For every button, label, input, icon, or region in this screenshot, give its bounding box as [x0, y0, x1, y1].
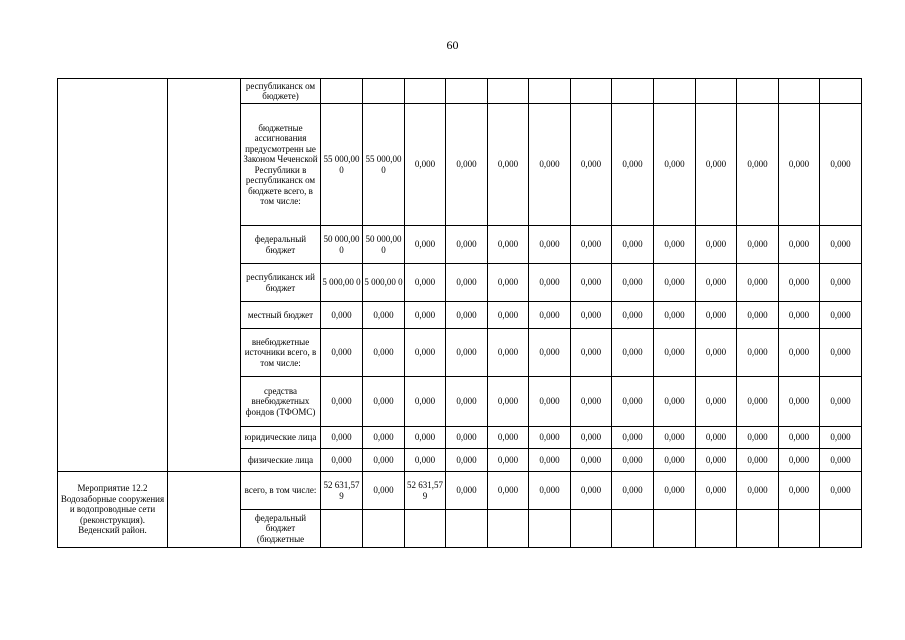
- value-cell: [696, 79, 737, 104]
- value-cell: 0,000: [529, 449, 571, 472]
- value-cell: 0,000: [571, 427, 612, 449]
- value-cell: 0,000: [488, 302, 529, 329]
- value-cell: 0,000: [405, 427, 446, 449]
- value-cell: 0,000: [446, 104, 488, 226]
- value-cell: 0,000: [529, 226, 571, 264]
- value-cell: [488, 79, 529, 104]
- value-cell: 0,000: [363, 377, 405, 427]
- value-cell: 0,000: [696, 264, 737, 302]
- value-cell: 0,000: [779, 104, 820, 226]
- value-cell: 55 000,00 0: [321, 104, 363, 226]
- value-cell: 0,000: [405, 449, 446, 472]
- value-cell: 0,000: [737, 427, 779, 449]
- value-cell: 0,000: [529, 264, 571, 302]
- value-cell: 0,000: [405, 226, 446, 264]
- value-cell: 0,000: [820, 329, 862, 377]
- value-cell: [696, 510, 737, 548]
- value-cell: 0,000: [529, 329, 571, 377]
- value-cell: 55 000,00 0: [363, 104, 405, 226]
- value-cell: 0,000: [571, 449, 612, 472]
- value-cell: [654, 79, 696, 104]
- value-cell: 0,000: [654, 427, 696, 449]
- value-cell: [446, 510, 488, 548]
- value-cell: 0,000: [321, 302, 363, 329]
- value-cell: 0,000: [571, 104, 612, 226]
- table-row: [58, 472, 862, 510]
- value-cell: 0,000: [779, 226, 820, 264]
- value-cell: [488, 510, 529, 548]
- row-label: внебюджетные источники всего, в том числе:: [241, 329, 321, 377]
- value-cell: 0,000: [446, 329, 488, 377]
- row-label: всего, в том числе:: [241, 472, 321, 510]
- value-cell: [321, 79, 363, 104]
- value-cell: 0,000: [363, 472, 405, 510]
- value-cell: 0,000: [571, 302, 612, 329]
- value-cell: 0,000: [654, 302, 696, 329]
- value-cell: 0,000: [820, 449, 862, 472]
- value-cell: 0,000: [321, 329, 363, 377]
- value-cell: 0,000: [737, 377, 779, 427]
- value-cell: 0,000: [529, 427, 571, 449]
- value-cell: 0,000: [737, 302, 779, 329]
- value-cell: 0,000: [612, 226, 654, 264]
- value-cell: [820, 79, 862, 104]
- value-cell: 0,000: [488, 104, 529, 226]
- value-cell: 0,000: [612, 302, 654, 329]
- value-cell: [654, 510, 696, 548]
- value-cell: 0,000: [696, 302, 737, 329]
- value-cell: 0,000: [820, 427, 862, 449]
- value-cell: 0,000: [405, 264, 446, 302]
- value-cell: 0,000: [654, 264, 696, 302]
- value-cell: 0,000: [405, 104, 446, 226]
- value-cell: 0,000: [612, 377, 654, 427]
- value-cell: [321, 510, 363, 548]
- row-label: местный бюджет: [241, 302, 321, 329]
- empty-cell: [58, 79, 168, 472]
- value-cell: 0,000: [654, 329, 696, 377]
- value-cell: 0,000: [820, 302, 862, 329]
- value-cell: 0,000: [696, 329, 737, 377]
- value-cell: 0,000: [654, 377, 696, 427]
- value-cell: 0,000: [529, 104, 571, 226]
- value-cell: 0,000: [363, 427, 405, 449]
- value-cell: 0,000: [654, 472, 696, 510]
- value-cell: [737, 79, 779, 104]
- value-cell: 0,000: [779, 427, 820, 449]
- row-label: средства внебюджетных фондов (ТФОМС): [241, 377, 321, 427]
- value-cell: [612, 510, 654, 548]
- value-cell: 0,000: [529, 472, 571, 510]
- activity-title: Мероприятие 12.2 Водозаборные сооружения и водопроводные сети (реконструкция). Веденский район.: [58, 472, 168, 548]
- row-label: республиканск ий бюджет: [241, 264, 321, 302]
- value-cell: [737, 510, 779, 548]
- value-cell: 0,000: [571, 226, 612, 264]
- value-cell: [405, 79, 446, 104]
- value-cell: 0,000: [446, 427, 488, 449]
- value-cell: 0,000: [696, 472, 737, 510]
- value-cell: 0,000: [363, 329, 405, 377]
- value-cell: 0,000: [488, 377, 529, 427]
- value-cell: 0,000: [446, 302, 488, 329]
- value-cell: [571, 79, 612, 104]
- value-cell: 0,000: [779, 377, 820, 427]
- value-cell: 0,000: [779, 472, 820, 510]
- value-cell: 0,000: [696, 226, 737, 264]
- value-cell: 0,000: [446, 449, 488, 472]
- value-cell: 0,000: [446, 226, 488, 264]
- value-cell: 0,000: [488, 226, 529, 264]
- value-cell: 50 000,00 0: [321, 226, 363, 264]
- row-label: бюджетные ассигнования предусмотренн ые Законом Чеченской Республики в республиканск ом бюджете всего, в том числе:: [241, 104, 321, 226]
- value-cell: [446, 79, 488, 104]
- value-cell: 0,000: [820, 472, 862, 510]
- row-label: федеральный бюджет: [241, 226, 321, 264]
- value-cell: 0,000: [488, 449, 529, 472]
- value-cell: 0,000: [820, 226, 862, 264]
- value-cell: 0,000: [405, 377, 446, 427]
- value-cell: 0,000: [737, 449, 779, 472]
- value-cell: 0,000: [446, 264, 488, 302]
- value-cell: 52 631,57 9: [405, 472, 446, 510]
- value-cell: 0,000: [779, 302, 820, 329]
- value-cell: 0,000: [820, 104, 862, 226]
- value-cell: 5 000,00 0: [363, 264, 405, 302]
- value-cell: 0,000: [820, 264, 862, 302]
- value-cell: [571, 510, 612, 548]
- value-cell: 0,000: [696, 427, 737, 449]
- value-cell: 0,000: [696, 449, 737, 472]
- value-cell: [529, 79, 571, 104]
- value-cell: 0,000: [654, 226, 696, 264]
- value-cell: 0,000: [779, 264, 820, 302]
- value-cell: 5 000,00 0: [321, 264, 363, 302]
- value-cell: 0,000: [405, 329, 446, 377]
- value-cell: 0,000: [363, 449, 405, 472]
- value-cell: 0,000: [571, 472, 612, 510]
- value-cell: 0,000: [612, 264, 654, 302]
- budget-table: [57, 78, 862, 548]
- value-cell: 0,000: [737, 472, 779, 510]
- row-label: республиканск ом бюджете): [241, 79, 321, 104]
- value-cell: 0,000: [612, 329, 654, 377]
- value-cell: 0,000: [321, 427, 363, 449]
- value-cell: 0,000: [529, 302, 571, 329]
- value-cell: 0,000: [737, 264, 779, 302]
- value-cell: [820, 510, 862, 548]
- value-cell: 0,000: [820, 377, 862, 427]
- value-cell: 0,000: [488, 472, 529, 510]
- table-row: [58, 79, 862, 104]
- value-cell: 0,000: [321, 377, 363, 427]
- empty-cell: [168, 472, 241, 548]
- value-cell: 0,000: [571, 377, 612, 427]
- value-cell: 0,000: [529, 377, 571, 427]
- value-cell: [529, 510, 571, 548]
- value-cell: 0,000: [737, 329, 779, 377]
- value-cell: 0,000: [779, 449, 820, 472]
- empty-cell: [168, 79, 241, 472]
- value-cell: 0,000: [612, 449, 654, 472]
- value-cell: 0,000: [696, 377, 737, 427]
- row-label: физические лица: [241, 449, 321, 472]
- value-cell: 0,000: [321, 449, 363, 472]
- value-cell: 0,000: [612, 104, 654, 226]
- value-cell: 0,000: [654, 449, 696, 472]
- value-cell: [363, 510, 405, 548]
- value-cell: 52 631,57 9: [321, 472, 363, 510]
- value-cell: 0,000: [737, 104, 779, 226]
- value-cell: [779, 79, 820, 104]
- value-cell: 0,000: [654, 104, 696, 226]
- page-number: 60: [446, 38, 459, 52]
- value-cell: 0,000: [696, 104, 737, 226]
- value-cell: 0,000: [612, 472, 654, 510]
- value-cell: 0,000: [737, 226, 779, 264]
- value-cell: 0,000: [612, 427, 654, 449]
- value-cell: 50 000,00 0: [363, 226, 405, 264]
- value-cell: 0,000: [405, 302, 446, 329]
- value-cell: 0,000: [571, 264, 612, 302]
- value-cell: 0,000: [446, 377, 488, 427]
- value-cell: [363, 79, 405, 104]
- row-label: юридические лица: [241, 427, 321, 449]
- value-cell: 0,000: [446, 472, 488, 510]
- row-label: федеральный бюджет (бюджетные: [241, 510, 321, 548]
- value-cell: 0,000: [488, 264, 529, 302]
- value-cell: 0,000: [488, 427, 529, 449]
- value-cell: 0,000: [571, 329, 612, 377]
- value-cell: 0,000: [363, 302, 405, 329]
- value-cell: [779, 510, 820, 548]
- value-cell: 0,000: [488, 329, 529, 377]
- value-cell: 0,000: [779, 329, 820, 377]
- value-cell: [405, 510, 446, 548]
- value-cell: [612, 79, 654, 104]
